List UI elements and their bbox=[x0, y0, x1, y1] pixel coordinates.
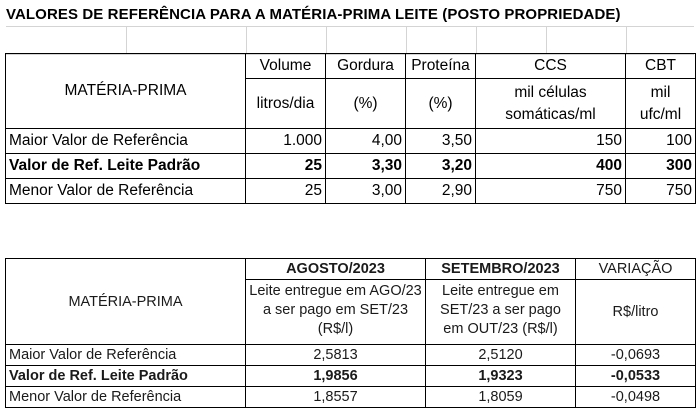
reference-values-table bbox=[5, 53, 696, 204]
table-row bbox=[6, 366, 696, 387]
col-agosto-name: AGOSTO/2023 bbox=[246, 259, 426, 280]
col-cbt-unit bbox=[626, 79, 696, 129]
col-cbt-unit-line1: mil bbox=[650, 83, 671, 101]
table-row bbox=[6, 387, 696, 408]
cell-value: -0,0533 bbox=[576, 366, 696, 387]
col-setembro-desc: Leite entregue em SET/23 a ser pago em OUT/23 (R$/l) bbox=[426, 280, 576, 345]
row-label: Valor de Ref. Leite Padrão bbox=[6, 154, 246, 179]
cell-value: 750 bbox=[476, 179, 626, 204]
cell-value: 150 bbox=[476, 129, 626, 154]
cell-value: 4,00 bbox=[326, 129, 406, 154]
cell-value: 300 bbox=[626, 154, 696, 179]
cell-value: 3,20 bbox=[406, 154, 476, 179]
col-ccs-unit bbox=[476, 79, 626, 129]
row-label: Maior Valor de Referência bbox=[6, 345, 246, 366]
cell-value: 750 bbox=[626, 179, 696, 204]
price-comparison-table bbox=[5, 258, 696, 408]
cell-value: 2,5120 bbox=[426, 345, 576, 366]
cell-value: 1.000 bbox=[246, 129, 326, 154]
page-title: VALORES DE REFERÊNCIA PARA A MATÉRIA-PRIMA LEITE (POSTO PROPRIEDADE) bbox=[6, 6, 621, 23]
cell-value: 2,5813 bbox=[246, 345, 426, 366]
cell-value: 1,8557 bbox=[246, 387, 426, 408]
col-setembro-name: SETEMBRO/2023 bbox=[426, 259, 576, 280]
col-variacao-unit: R$/litro bbox=[576, 280, 696, 345]
cell-value: 1,8059 bbox=[426, 387, 576, 408]
row-header-cell: MATÉRIA-PRIMA bbox=[6, 259, 246, 345]
col-volume-name: Volume bbox=[246, 54, 326, 79]
col-proteina-unit: (%) bbox=[406, 79, 476, 129]
row-label: Menor Valor de Referência bbox=[6, 179, 246, 204]
table-header-row bbox=[6, 259, 696, 280]
cell-value: 3,30 bbox=[326, 154, 406, 179]
row-label: Valor de Ref. Leite Padrão bbox=[6, 366, 246, 387]
row-label: Menor Valor de Referência bbox=[6, 387, 246, 408]
table-row bbox=[6, 179, 696, 204]
cell-value: 3,50 bbox=[406, 129, 476, 154]
col-variacao-name: VARIAÇÃO bbox=[576, 259, 696, 280]
row-label: Maior Valor de Referência bbox=[6, 129, 246, 154]
cell-value: 25 bbox=[246, 154, 326, 179]
table-header-row bbox=[6, 54, 696, 79]
spreadsheet-gridlines bbox=[6, 26, 694, 55]
col-cbt-unit-line2: ufc/ml bbox=[639, 105, 682, 123]
cell-value: 2,90 bbox=[406, 179, 476, 204]
cell-value: -0,0498 bbox=[576, 387, 696, 408]
cell-value: 400 bbox=[476, 154, 626, 179]
cell-value: 25 bbox=[246, 179, 326, 204]
table-row bbox=[6, 345, 696, 366]
col-ccs-name: CCS bbox=[476, 54, 626, 79]
row-header-cell: MATÉRIA-PRIMA bbox=[6, 54, 246, 129]
cell-value: 1,9856 bbox=[246, 366, 426, 387]
col-proteina-name: Proteína bbox=[406, 54, 476, 79]
col-gordura-unit: (%) bbox=[326, 79, 406, 129]
cell-value: 1,9323 bbox=[426, 366, 576, 387]
table-row bbox=[6, 129, 696, 154]
cell-value: -0,0693 bbox=[576, 345, 696, 366]
col-volume-unit: litros/dia bbox=[246, 79, 326, 129]
col-cbt-name: CBT bbox=[626, 54, 696, 79]
cell-value: 100 bbox=[626, 129, 696, 154]
cell-value: 3,00 bbox=[326, 179, 406, 204]
col-ccs-unit-line2: somáticas/ml bbox=[505, 105, 596, 123]
col-agosto-desc: Leite entregue em AGO/23 a ser pago em SET/23 (R$/l) bbox=[246, 280, 426, 345]
col-ccs-unit-line1: mil células bbox=[514, 83, 587, 101]
col-gordura-name: Gordura bbox=[326, 54, 406, 79]
table-row bbox=[6, 154, 696, 179]
